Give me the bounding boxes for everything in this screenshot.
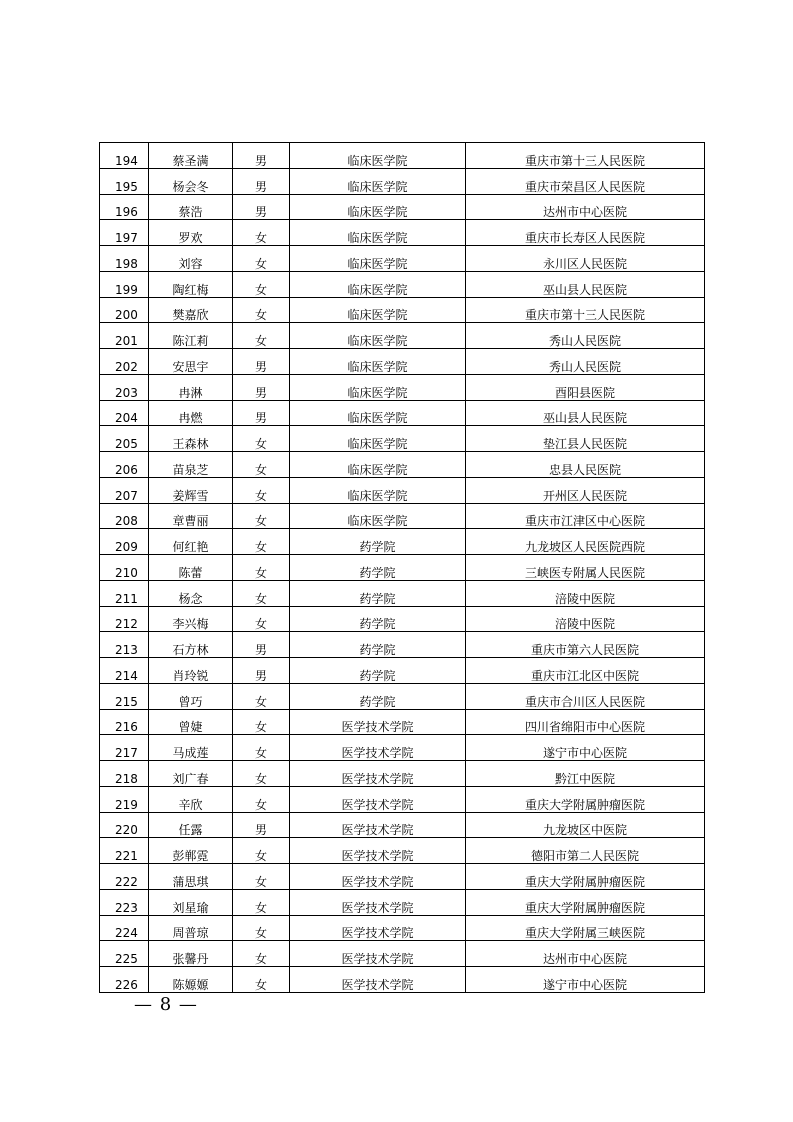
- table-row: [100, 812, 705, 838]
- cell-serial-number: 199: [100, 271, 149, 297]
- cell-gender: 女: [233, 915, 290, 941]
- cell-hospital: 黔江中医院: [466, 761, 705, 787]
- cell-hospital: 秀山人民医院: [466, 323, 705, 349]
- cell-college: 医学技术学院: [290, 864, 466, 890]
- cell-name: 刘星瑜: [149, 889, 233, 915]
- cell-gender: 女: [233, 838, 290, 864]
- cell-name: 马成莲: [149, 735, 233, 761]
- cell-serial-number: 226: [100, 967, 149, 993]
- cell-serial-number: 201: [100, 323, 149, 349]
- table-row: [100, 143, 705, 169]
- cell-college: 临床医学院: [290, 400, 466, 426]
- cell-college: 临床医学院: [290, 503, 466, 529]
- cell-gender: 女: [233, 271, 290, 297]
- cell-name: 刘广春: [149, 761, 233, 787]
- cell-serial-number: 222: [100, 864, 149, 890]
- table-row: [100, 297, 705, 323]
- table-row: [100, 683, 705, 709]
- cell-gender: 男: [233, 812, 290, 838]
- table-row: [100, 658, 705, 684]
- cell-gender: 女: [233, 683, 290, 709]
- cell-college: 药学院: [290, 632, 466, 658]
- cell-hospital: 巫山县人民医院: [466, 271, 705, 297]
- cell-gender: 女: [233, 220, 290, 246]
- cell-college: 临床医学院: [290, 374, 466, 400]
- cell-name: 樊嘉欣: [149, 297, 233, 323]
- cell-name: 肖玲锐: [149, 658, 233, 684]
- cell-gender: 男: [233, 143, 290, 169]
- cell-name: 张馨丹: [149, 941, 233, 967]
- cell-serial-number: 216: [100, 709, 149, 735]
- cell-name: 曾巧: [149, 683, 233, 709]
- cell-college: 临床医学院: [290, 323, 466, 349]
- cell-hospital: 重庆大学附属三峡医院: [466, 915, 705, 941]
- cell-serial-number: 211: [100, 580, 149, 606]
- cell-hospital: 四川省绵阳市中心医院: [466, 709, 705, 735]
- cell-serial-number: 207: [100, 477, 149, 503]
- cell-serial-number: 212: [100, 606, 149, 632]
- cell-college: 临床医学院: [290, 220, 466, 246]
- table-row: [100, 786, 705, 812]
- cell-college: 药学院: [290, 580, 466, 606]
- cell-serial-number: 223: [100, 889, 149, 915]
- table-row: [100, 632, 705, 658]
- table-row: [100, 323, 705, 349]
- cell-name: 石方林: [149, 632, 233, 658]
- cell-hospital: 永川区人民医院: [466, 246, 705, 272]
- cell-serial-number: 214: [100, 658, 149, 684]
- cell-serial-number: 219: [100, 786, 149, 812]
- cell-gender: 女: [233, 967, 290, 993]
- cell-hospital: 重庆市荣昌区人民医院: [466, 168, 705, 194]
- cell-hospital: 九龙坡区人民医院西院: [466, 529, 705, 555]
- cell-college: 临床医学院: [290, 297, 466, 323]
- cell-gender: 女: [233, 529, 290, 555]
- cell-gender: 女: [233, 889, 290, 915]
- cell-serial-number: 203: [100, 374, 149, 400]
- cell-hospital: 重庆市江北区中医院: [466, 658, 705, 684]
- cell-name: 蔡圣满: [149, 143, 233, 169]
- cell-name: 陶红梅: [149, 271, 233, 297]
- cell-college: 临床医学院: [290, 349, 466, 375]
- cell-name: 李兴梅: [149, 606, 233, 632]
- cell-name: 罗欢: [149, 220, 233, 246]
- cell-name: 任露: [149, 812, 233, 838]
- cell-college: 医学技术学院: [290, 915, 466, 941]
- cell-hospital: 巫山县人民医院: [466, 400, 705, 426]
- table-row: [100, 580, 705, 606]
- cell-name: 辛欣: [149, 786, 233, 812]
- cell-serial-number: 204: [100, 400, 149, 426]
- page-number: — 8 —: [134, 994, 198, 1015]
- cell-serial-number: 218: [100, 761, 149, 787]
- cell-name: 何红艳: [149, 529, 233, 555]
- cell-hospital: 重庆大学附属肿瘤医院: [466, 864, 705, 890]
- cell-hospital: 达州市中心医院: [466, 941, 705, 967]
- cell-gender: 女: [233, 761, 290, 787]
- table-row: [100, 915, 705, 941]
- table-row: [100, 477, 705, 503]
- cell-serial-number: 194: [100, 143, 149, 169]
- cell-college: 临床医学院: [290, 426, 466, 452]
- cell-hospital: 遂宁市中心医院: [466, 967, 705, 993]
- cell-college: 医学技术学院: [290, 967, 466, 993]
- cell-hospital: 重庆市合川区人民医院: [466, 683, 705, 709]
- cell-college: 临床医学院: [290, 477, 466, 503]
- cell-name: 曾婕: [149, 709, 233, 735]
- table-row: [100, 426, 705, 452]
- cell-serial-number: 221: [100, 838, 149, 864]
- cell-name: 周普琼: [149, 915, 233, 941]
- cell-gender: 男: [233, 400, 290, 426]
- table-row: [100, 709, 705, 735]
- table-row: [100, 168, 705, 194]
- cell-hospital: 德阳市第二人民医院: [466, 838, 705, 864]
- cell-serial-number: 200: [100, 297, 149, 323]
- table-row: [100, 967, 705, 993]
- cell-hospital: 涪陵中医院: [466, 606, 705, 632]
- cell-gender: 男: [233, 349, 290, 375]
- table-row: [100, 503, 705, 529]
- table-row: [100, 349, 705, 375]
- table-row: [100, 761, 705, 787]
- table-row: [100, 220, 705, 246]
- cell-hospital: 开州区人民医院: [466, 477, 705, 503]
- cell-gender: 男: [233, 658, 290, 684]
- cell-gender: 女: [233, 503, 290, 529]
- cell-serial-number: 208: [100, 503, 149, 529]
- cell-college: 临床医学院: [290, 194, 466, 220]
- cell-serial-number: 195: [100, 168, 149, 194]
- table-row: [100, 606, 705, 632]
- cell-college: 药学院: [290, 529, 466, 555]
- table-row: [100, 529, 705, 555]
- cell-gender: 男: [233, 632, 290, 658]
- cell-gender: 女: [233, 786, 290, 812]
- cell-college: 医学技术学院: [290, 709, 466, 735]
- table-row: [100, 555, 705, 581]
- cell-serial-number: 215: [100, 683, 149, 709]
- cell-name: 章曹丽: [149, 503, 233, 529]
- cell-college: 药学院: [290, 658, 466, 684]
- cell-name: 姜辉雪: [149, 477, 233, 503]
- cell-name: 蔡浩: [149, 194, 233, 220]
- cell-college: 医学技术学院: [290, 735, 466, 761]
- cell-name: 蒲思琪: [149, 864, 233, 890]
- table-row: [100, 400, 705, 426]
- cell-gender: 女: [233, 709, 290, 735]
- cell-gender: 女: [233, 452, 290, 478]
- cell-hospital: 酉阳县医院: [466, 374, 705, 400]
- cell-college: 临床医学院: [290, 168, 466, 194]
- cell-serial-number: 206: [100, 452, 149, 478]
- table-row: [100, 374, 705, 400]
- cell-gender: 男: [233, 374, 290, 400]
- cell-hospital: 重庆大学附属肿瘤医院: [466, 889, 705, 915]
- cell-college: 医学技术学院: [290, 786, 466, 812]
- cell-name: 杨念: [149, 580, 233, 606]
- table-row: [100, 838, 705, 864]
- cell-hospital: 垫江县人民医院: [466, 426, 705, 452]
- cell-hospital: 涪陵中医院: [466, 580, 705, 606]
- cell-name: 冉燃: [149, 400, 233, 426]
- cell-serial-number: 210: [100, 555, 149, 581]
- cell-serial-number: 209: [100, 529, 149, 555]
- cell-name: 刘容: [149, 246, 233, 272]
- cell-serial-number: 202: [100, 349, 149, 375]
- cell-hospital: 重庆市长寿区人民医院: [466, 220, 705, 246]
- cell-hospital: 九龙坡区中医院: [466, 812, 705, 838]
- cell-college: 临床医学院: [290, 452, 466, 478]
- cell-serial-number: 197: [100, 220, 149, 246]
- table-row: [100, 889, 705, 915]
- table-row: [100, 735, 705, 761]
- cell-hospital: 三峡医专附属人民医院: [466, 555, 705, 581]
- cell-college: 医学技术学院: [290, 838, 466, 864]
- cell-serial-number: 196: [100, 194, 149, 220]
- cell-serial-number: 220: [100, 812, 149, 838]
- cell-gender: 女: [233, 426, 290, 452]
- cell-hospital: 遂宁市中心医院: [466, 735, 705, 761]
- table-row: [100, 941, 705, 967]
- cell-hospital: 秀山人民医院: [466, 349, 705, 375]
- roster-table-body: [100, 143, 705, 993]
- cell-hospital: 重庆大学附属肿瘤医院: [466, 786, 705, 812]
- cell-gender: 女: [233, 246, 290, 272]
- cell-hospital: 重庆市第六人民医院: [466, 632, 705, 658]
- cell-name: 冉淋: [149, 374, 233, 400]
- cell-gender: 女: [233, 477, 290, 503]
- cell-gender: 女: [233, 941, 290, 967]
- cell-hospital: 重庆市江津区中心医院: [466, 503, 705, 529]
- cell-college: 医学技术学院: [290, 761, 466, 787]
- cell-college: 临床医学院: [290, 271, 466, 297]
- cell-name: 陈嫄嫄: [149, 967, 233, 993]
- cell-gender: 女: [233, 555, 290, 581]
- table-row: [100, 452, 705, 478]
- cell-serial-number: 224: [100, 915, 149, 941]
- cell-college: 医学技术学院: [290, 941, 466, 967]
- cell-gender: 男: [233, 168, 290, 194]
- cell-gender: 女: [233, 606, 290, 632]
- cell-gender: 女: [233, 297, 290, 323]
- roster-table: [99, 142, 705, 993]
- cell-hospital: 忠县人民医院: [466, 452, 705, 478]
- table-row: [100, 864, 705, 890]
- cell-serial-number: 217: [100, 735, 149, 761]
- cell-college: 药学院: [290, 555, 466, 581]
- cell-serial-number: 225: [100, 941, 149, 967]
- cell-hospital: 重庆市第十三人民医院: [466, 143, 705, 169]
- cell-college: 医学技术学院: [290, 889, 466, 915]
- cell-name: 王森林: [149, 426, 233, 452]
- cell-name: 陈蕾: [149, 555, 233, 581]
- cell-gender: 女: [233, 735, 290, 761]
- table-row: [100, 271, 705, 297]
- cell-name: 杨会冬: [149, 168, 233, 194]
- cell-hospital: 达州市中心医院: [466, 194, 705, 220]
- cell-gender: 女: [233, 323, 290, 349]
- cell-serial-number: 205: [100, 426, 149, 452]
- table-row: [100, 246, 705, 272]
- cell-serial-number: 213: [100, 632, 149, 658]
- table-row: [100, 194, 705, 220]
- cell-name: 苗泉芝: [149, 452, 233, 478]
- cell-serial-number: 198: [100, 246, 149, 272]
- cell-hospital: 重庆市第十三人民医院: [466, 297, 705, 323]
- cell-college: 临床医学院: [290, 246, 466, 272]
- cell-college: 医学技术学院: [290, 812, 466, 838]
- cell-gender: 女: [233, 580, 290, 606]
- cell-name: 安思宇: [149, 349, 233, 375]
- cell-gender: 男: [233, 194, 290, 220]
- cell-college: 药学院: [290, 683, 466, 709]
- cell-gender: 女: [233, 864, 290, 890]
- cell-name: 彭郸霓: [149, 838, 233, 864]
- cell-college: 临床医学院: [290, 143, 466, 169]
- cell-name: 陈江莉: [149, 323, 233, 349]
- cell-college: 药学院: [290, 606, 466, 632]
